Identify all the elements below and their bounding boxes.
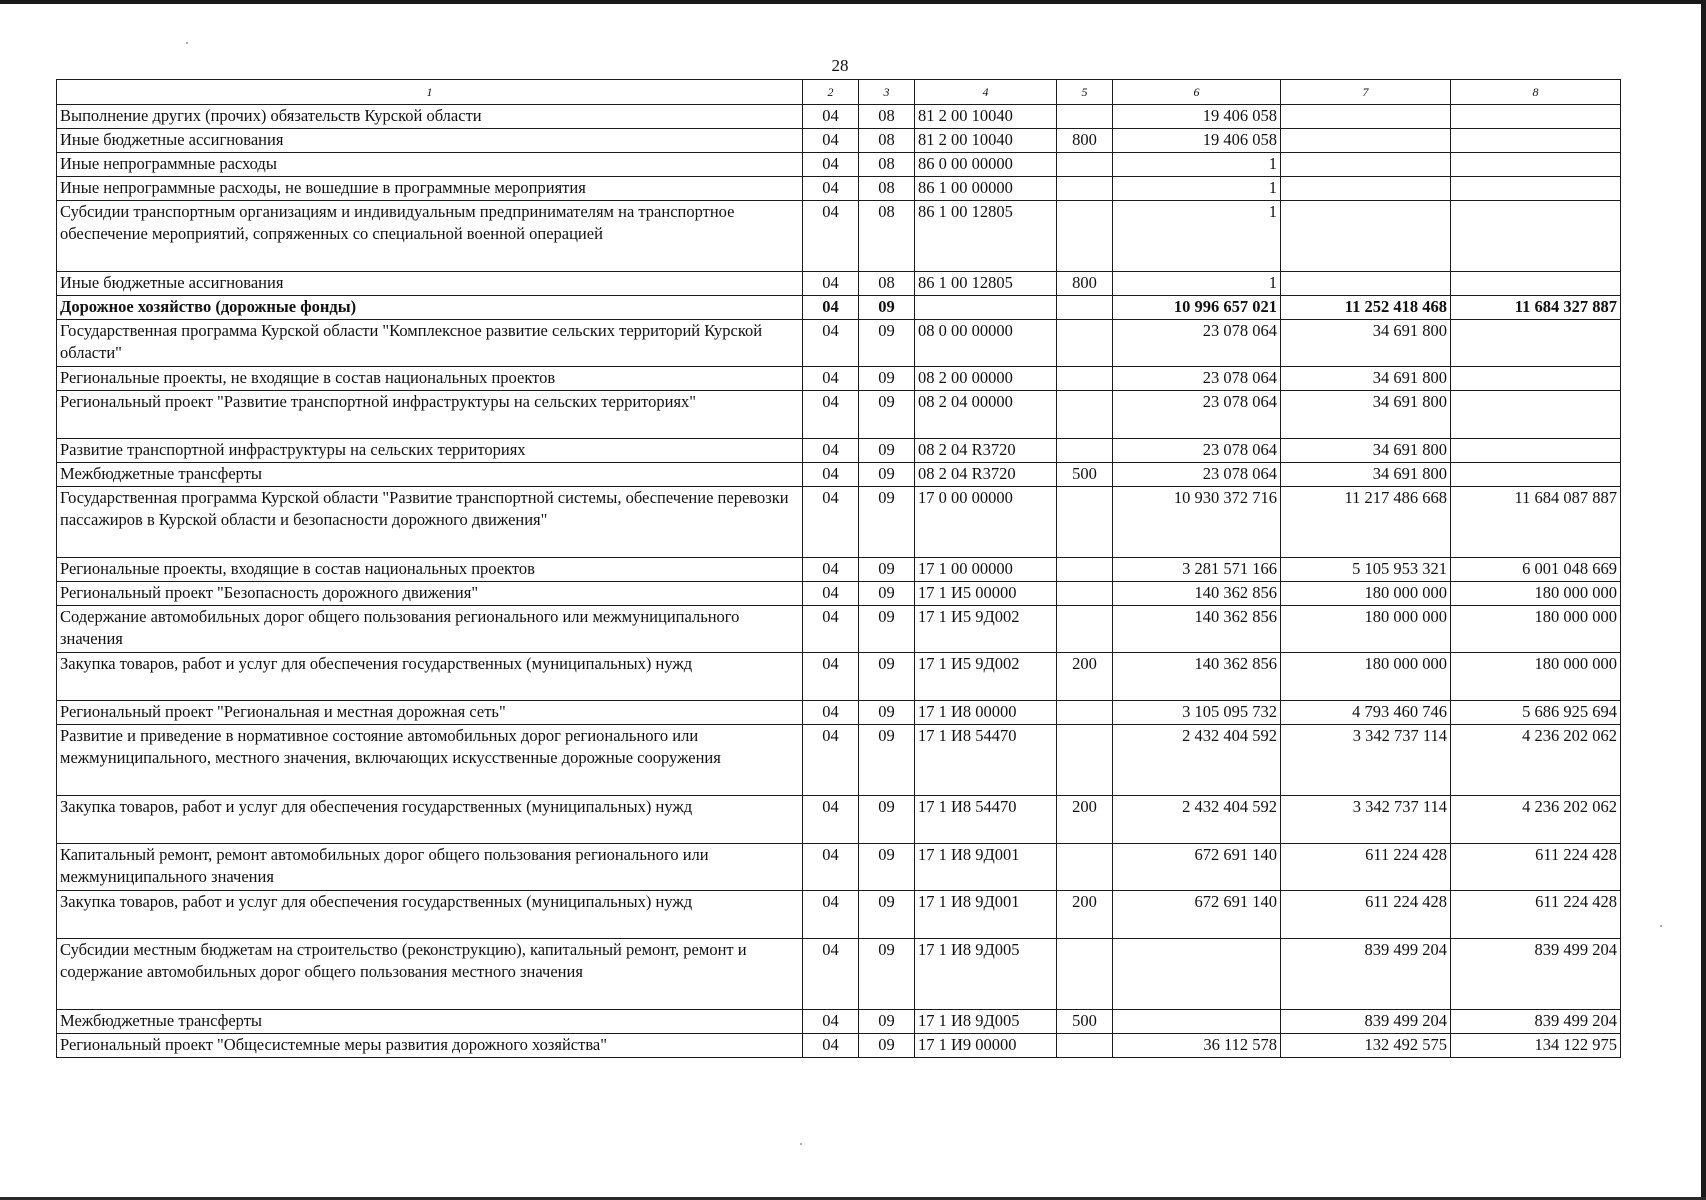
target-article-cell: 17 1 И8 54470 (915, 725, 1057, 796)
subsection-cell: 09 (859, 796, 915, 844)
target-article-cell: 08 2 04 R3720 (915, 463, 1057, 487)
target-article-cell (915, 296, 1057, 320)
expense-type-cell (1057, 582, 1113, 606)
expense-type-cell (1057, 391, 1113, 439)
amount-col6-cell (1113, 939, 1281, 1010)
amount-col8-cell: 11 684 327 887 (1451, 296, 1621, 320)
amount-col7-cell (1281, 272, 1451, 296)
table-row (57, 105, 1621, 129)
target-article-cell: 86 1 00 12805 (915, 201, 1057, 272)
row-name-cell: Региональный проект "Региональная и местная дорожная сеть" (57, 701, 803, 725)
target-article-cell: 17 1 И5 00000 (915, 582, 1057, 606)
amount-col7-cell: 34 691 800 (1281, 320, 1451, 367)
target-article-cell: 17 1 00 00000 (915, 558, 1057, 582)
amount-col7-cell: 4 793 460 746 (1281, 701, 1451, 725)
amount-col6-cell: 140 362 856 (1113, 582, 1281, 606)
expense-type-cell (1057, 439, 1113, 463)
header-cell: 4 (915, 80, 1057, 105)
subsection-cell: 09 (859, 725, 915, 796)
table-body (57, 105, 1621, 1058)
expense-type-cell (1057, 558, 1113, 582)
table-row (57, 296, 1621, 320)
amount-col7-cell: 611 224 428 (1281, 891, 1451, 939)
amount-col8-cell: 611 224 428 (1451, 891, 1621, 939)
expense-type-cell (1057, 105, 1113, 129)
target-article-cell: 17 1 И8 9Д001 (915, 891, 1057, 939)
amount-col6-cell: 3 281 571 166 (1113, 558, 1281, 582)
table-row (57, 367, 1621, 391)
budget-table (56, 79, 1621, 1058)
target-article-cell: 08 2 00 00000 (915, 367, 1057, 391)
table-row (57, 391, 1621, 439)
amount-col7-cell: 839 499 204 (1281, 939, 1451, 1010)
amount-col7-cell: 5 105 953 321 (1281, 558, 1451, 582)
amount-col7-cell (1281, 177, 1451, 201)
amount-col8-cell: 11 684 087 887 (1451, 487, 1621, 558)
amount-col7-cell (1281, 129, 1451, 153)
amount-col8-cell (1451, 153, 1621, 177)
section-cell: 04 (803, 129, 859, 153)
page-number: 28 (831, 56, 849, 75)
subsection-cell: 08 (859, 272, 915, 296)
amount-col6-cell: 2 432 404 592 (1113, 796, 1281, 844)
target-article-cell: 08 2 04 R3720 (915, 439, 1057, 463)
amount-col6-cell: 1 (1113, 201, 1281, 272)
amount-col8-cell: 180 000 000 (1451, 582, 1621, 606)
target-article-cell: 86 0 00 00000 (915, 153, 1057, 177)
expense-type-cell (1057, 487, 1113, 558)
row-name-cell: Содержание автомобильных дорог общего пользования регионального или межмуниципального значения (57, 606, 803, 653)
table-row (57, 153, 1621, 177)
section-cell: 04 (803, 367, 859, 391)
header-cell: 6 (1113, 80, 1281, 105)
row-name-cell: Региональные проекты, входящие в состав национальных проектов (57, 558, 803, 582)
subsection-cell: 09 (859, 487, 915, 558)
amount-col7-cell (1281, 201, 1451, 272)
amount-col8-cell (1451, 439, 1621, 463)
target-article-cell: 08 0 00 00000 (915, 320, 1057, 367)
table-row (57, 487, 1621, 558)
amount-col7-cell: 34 691 800 (1281, 391, 1451, 439)
amount-col6-cell (1113, 1010, 1281, 1034)
section-cell: 04 (803, 296, 859, 320)
amount-col8-cell: 611 224 428 (1451, 844, 1621, 891)
subsection-cell: 09 (859, 844, 915, 891)
row-name-cell: Межбюджетные трансферты (57, 463, 803, 487)
amount-col6-cell: 10 996 657 021 (1113, 296, 1281, 320)
table-row (57, 320, 1621, 367)
table-row (57, 606, 1621, 653)
subsection-cell: 09 (859, 296, 915, 320)
row-name-cell: Иные непрограммные расходы, не вошедшие в программные мероприятия (57, 177, 803, 201)
amount-col7-cell: 3 342 737 114 (1281, 796, 1451, 844)
expense-type-cell (1057, 1034, 1113, 1058)
amount-col8-cell: 839 499 204 (1451, 1010, 1621, 1034)
section-cell: 04 (803, 939, 859, 1010)
expense-type-cell (1057, 844, 1113, 891)
section-cell: 04 (803, 391, 859, 439)
row-name-cell: Региональный проект "Безопасность дорожного движения" (57, 582, 803, 606)
amount-col7-cell: 3 342 737 114 (1281, 725, 1451, 796)
scan-border-top (0, 0, 1706, 4)
subsection-cell: 09 (859, 653, 915, 701)
section-cell: 04 (803, 153, 859, 177)
section-cell: 04 (803, 796, 859, 844)
target-article-cell: 17 1 И9 00000 (915, 1034, 1057, 1058)
table-row (57, 796, 1621, 844)
amount-col6-cell: 1 (1113, 177, 1281, 201)
table-row (57, 891, 1621, 939)
subsection-cell: 09 (859, 320, 915, 367)
amount-col7-cell: 180 000 000 (1281, 653, 1451, 701)
amount-col8-cell (1451, 367, 1621, 391)
row-name-cell: Субсидии транспортным организациям и индивидуальным предпринимателям на транспортное обеспечение мероприятий, сопряженных со специальной военной операцией (57, 201, 803, 272)
row-name-cell: Региональные проекты, не входящие в состав национальных проектов (57, 367, 803, 391)
subsection-cell: 09 (859, 558, 915, 582)
target-article-cell: 17 1 И5 9Д002 (915, 606, 1057, 653)
target-article-cell: 17 1 И5 9Д002 (915, 653, 1057, 701)
subsection-cell: 09 (859, 439, 915, 463)
scan-speck (1660, 925, 1662, 927)
target-article-cell: 17 0 00 00000 (915, 487, 1057, 558)
amount-col8-cell (1451, 129, 1621, 153)
amount-col6-cell: 3 105 095 732 (1113, 701, 1281, 725)
amount-col8-cell: 180 000 000 (1451, 653, 1621, 701)
subsection-cell: 09 (859, 606, 915, 653)
subsection-cell: 08 (859, 153, 915, 177)
expense-type-cell (1057, 606, 1113, 653)
amount-col6-cell: 19 406 058 (1113, 129, 1281, 153)
row-name-cell: Развитие и приведение в нормативное состояние автомобильных дорог регионального или межмуниципального, местного значения, включающих искусственные дорожные сооружения (57, 725, 803, 796)
table-row (57, 439, 1621, 463)
table-row (57, 177, 1621, 201)
section-cell: 04 (803, 105, 859, 129)
expense-type-cell: 200 (1057, 796, 1113, 844)
amount-col7-cell: 11 252 418 468 (1281, 296, 1451, 320)
expense-type-cell: 200 (1057, 653, 1113, 701)
target-article-cell: 08 2 04 00000 (915, 391, 1057, 439)
section-cell: 04 (803, 439, 859, 463)
subsection-cell: 09 (859, 701, 915, 725)
amount-col6-cell: 23 078 064 (1113, 391, 1281, 439)
section-cell: 04 (803, 582, 859, 606)
row-name-cell: Государственная программа Курской области "Развитие транспортной системы, обеспечение перевозки пассажиров в Курской области и безопасности дорожного движения" (57, 487, 803, 558)
table-row (57, 558, 1621, 582)
amount-col6-cell: 23 078 064 (1113, 439, 1281, 463)
row-name-cell: Капитальный ремонт, ремонт автомобильных дорог общего пользования регионального или межмуниципального значения (57, 844, 803, 891)
subsection-cell: 08 (859, 105, 915, 129)
amount-col8-cell (1451, 105, 1621, 129)
section-cell: 04 (803, 844, 859, 891)
row-name-cell: Закупка товаров, работ и услуг для обеспечения государственных (муниципальных) нужд (57, 653, 803, 701)
table-row (57, 939, 1621, 1010)
amount-col6-cell: 140 362 856 (1113, 653, 1281, 701)
subsection-cell: 08 (859, 201, 915, 272)
section-cell: 04 (803, 1034, 859, 1058)
row-name-cell: Закупка товаров, работ и услуг для обеспечения государственных (муниципальных) нужд (57, 891, 803, 939)
row-name-cell: Государственная программа Курской области "Комплексное развитие сельских территорий Курской области" (57, 320, 803, 367)
table-row (57, 1034, 1621, 1058)
amount-col6-cell: 23 078 064 (1113, 367, 1281, 391)
amount-col8-cell (1451, 177, 1621, 201)
row-name-cell: Субсидии местным бюджетам на строительство (реконструкцию), капитальный ремонт, ремонт и содержание автомобильных дорог общего пользования местного значения (57, 939, 803, 1010)
amount-col6-cell: 23 078 064 (1113, 463, 1281, 487)
scan-border-right (1701, 0, 1706, 1200)
amount-col7-cell: 34 691 800 (1281, 367, 1451, 391)
section-cell: 04 (803, 653, 859, 701)
scan-speck (800, 1143, 802, 1145)
expense-type-cell: 800 (1057, 272, 1113, 296)
amount-col7-cell: 180 000 000 (1281, 606, 1451, 653)
row-name-cell: Иные непрограммные расходы (57, 153, 803, 177)
expense-type-cell (1057, 201, 1113, 272)
target-article-cell: 81 2 00 10040 (915, 105, 1057, 129)
amount-col7-cell: 839 499 204 (1281, 1010, 1451, 1034)
amount-col8-cell (1451, 463, 1621, 487)
header-cell: 5 (1057, 80, 1113, 105)
target-article-cell: 17 1 И8 9Д005 (915, 1010, 1057, 1034)
amount-col8-cell: 134 122 975 (1451, 1034, 1621, 1058)
row-name-cell: Выполнение других (прочих) обязательств Курской области (57, 105, 803, 129)
subsection-cell: 08 (859, 129, 915, 153)
expense-type-cell (1057, 320, 1113, 367)
amount-col7-cell (1281, 105, 1451, 129)
expense-type-cell (1057, 153, 1113, 177)
row-name-cell: Региональный проект "Развитие транспортной инфраструктуры на сельских территориях" (57, 391, 803, 439)
expense-type-cell: 200 (1057, 891, 1113, 939)
header-cell: 2 (803, 80, 859, 105)
row-name-cell: Иные бюджетные ассигнования (57, 129, 803, 153)
expense-type-cell (1057, 701, 1113, 725)
amount-col7-cell: 34 691 800 (1281, 463, 1451, 487)
section-cell: 04 (803, 272, 859, 296)
header-cell: 7 (1281, 80, 1451, 105)
amount-col6-cell: 1 (1113, 153, 1281, 177)
amount-col7-cell: 611 224 428 (1281, 844, 1451, 891)
table-row (57, 201, 1621, 272)
subsection-cell: 09 (859, 367, 915, 391)
amount-col8-cell: 6 001 048 669 (1451, 558, 1621, 582)
table-row (57, 272, 1621, 296)
amount-col8-cell: 4 236 202 062 (1451, 725, 1621, 796)
section-cell: 04 (803, 891, 859, 939)
target-article-cell: 17 1 И8 54470 (915, 796, 1057, 844)
row-name-cell: Дорожное хозяйство (дорожные фонды) (57, 296, 803, 320)
row-name-cell: Закупка товаров, работ и услуг для обеспечения государственных (муниципальных) нужд (57, 796, 803, 844)
expense-type-cell (1057, 939, 1113, 1010)
table-row (57, 129, 1621, 153)
amount-col6-cell: 2 432 404 592 (1113, 725, 1281, 796)
table-header-row (57, 80, 1621, 105)
section-cell: 04 (803, 725, 859, 796)
header-cell: 1 (57, 80, 803, 105)
amount-col8-cell: 180 000 000 (1451, 606, 1621, 653)
amount-col7-cell: 34 691 800 (1281, 439, 1451, 463)
subsection-cell: 09 (859, 939, 915, 1010)
target-article-cell: 86 1 00 12805 (915, 272, 1057, 296)
amount-col8-cell (1451, 320, 1621, 367)
row-name-cell: Иные бюджетные ассигнования (57, 272, 803, 296)
amount-col8-cell (1451, 201, 1621, 272)
target-article-cell: 17 1 И8 9Д005 (915, 939, 1057, 1010)
section-cell: 04 (803, 701, 859, 725)
subsection-cell: 09 (859, 891, 915, 939)
section-cell: 04 (803, 463, 859, 487)
amount-col8-cell: 5 686 925 694 (1451, 701, 1621, 725)
amount-col6-cell: 36 112 578 (1113, 1034, 1281, 1058)
amount-col8-cell: 4 236 202 062 (1451, 796, 1621, 844)
section-cell: 04 (803, 177, 859, 201)
header-cell: 3 (859, 80, 915, 105)
subsection-cell: 09 (859, 582, 915, 606)
amount-col7-cell: 11 217 486 668 (1281, 487, 1451, 558)
expense-type-cell (1057, 367, 1113, 391)
expense-type-cell: 800 (1057, 129, 1113, 153)
target-article-cell: 81 2 00 10040 (915, 129, 1057, 153)
subsection-cell: 09 (859, 391, 915, 439)
section-cell: 04 (803, 201, 859, 272)
table-row (57, 463, 1621, 487)
amount-col6-cell: 10 930 372 716 (1113, 487, 1281, 558)
expense-type-cell (1057, 725, 1113, 796)
table-row (57, 582, 1621, 606)
amount-col7-cell: 180 000 000 (1281, 582, 1451, 606)
amount-col6-cell: 672 691 140 (1113, 844, 1281, 891)
row-name-cell: Развитие транспортной инфраструктуры на сельских территориях (57, 439, 803, 463)
table-row (57, 701, 1621, 725)
section-cell: 04 (803, 1010, 859, 1034)
amount-col7-cell (1281, 153, 1451, 177)
section-cell: 04 (803, 487, 859, 558)
section-cell: 04 (803, 606, 859, 653)
row-name-cell: Межбюджетные трансферты (57, 1010, 803, 1034)
amount-col6-cell: 672 691 140 (1113, 891, 1281, 939)
table-row (57, 844, 1621, 891)
table-row (57, 725, 1621, 796)
target-article-cell: 86 1 00 00000 (915, 177, 1057, 201)
row-name-cell: Региональный проект "Общесистемные меры развития дорожного хозяйства" (57, 1034, 803, 1058)
table-row (57, 653, 1621, 701)
target-article-cell: 17 1 И8 00000 (915, 701, 1057, 725)
expense-type-cell (1057, 296, 1113, 320)
target-article-cell: 17 1 И8 9Д001 (915, 844, 1057, 891)
amount-col8-cell (1451, 272, 1621, 296)
amount-col6-cell: 140 362 856 (1113, 606, 1281, 653)
subsection-cell: 08 (859, 177, 915, 201)
header-cell: 8 (1451, 80, 1621, 105)
subsection-cell: 09 (859, 463, 915, 487)
amount-col6-cell: 23 078 064 (1113, 320, 1281, 367)
amount-col7-cell: 132 492 575 (1281, 1034, 1451, 1058)
amount-col8-cell: 839 499 204 (1451, 939, 1621, 1010)
expense-type-cell: 500 (1057, 463, 1113, 487)
table-row (57, 1010, 1621, 1034)
expense-type-cell (1057, 177, 1113, 201)
amount-col6-cell: 19 406 058 (1113, 105, 1281, 129)
amount-col6-cell: 1 (1113, 272, 1281, 296)
subsection-cell: 09 (859, 1034, 915, 1058)
amount-col8-cell (1451, 391, 1621, 439)
scan-speck (186, 42, 188, 44)
section-cell: 04 (803, 320, 859, 367)
subsection-cell: 09 (859, 1010, 915, 1034)
section-cell: 04 (803, 558, 859, 582)
expense-type-cell: 500 (1057, 1010, 1113, 1034)
